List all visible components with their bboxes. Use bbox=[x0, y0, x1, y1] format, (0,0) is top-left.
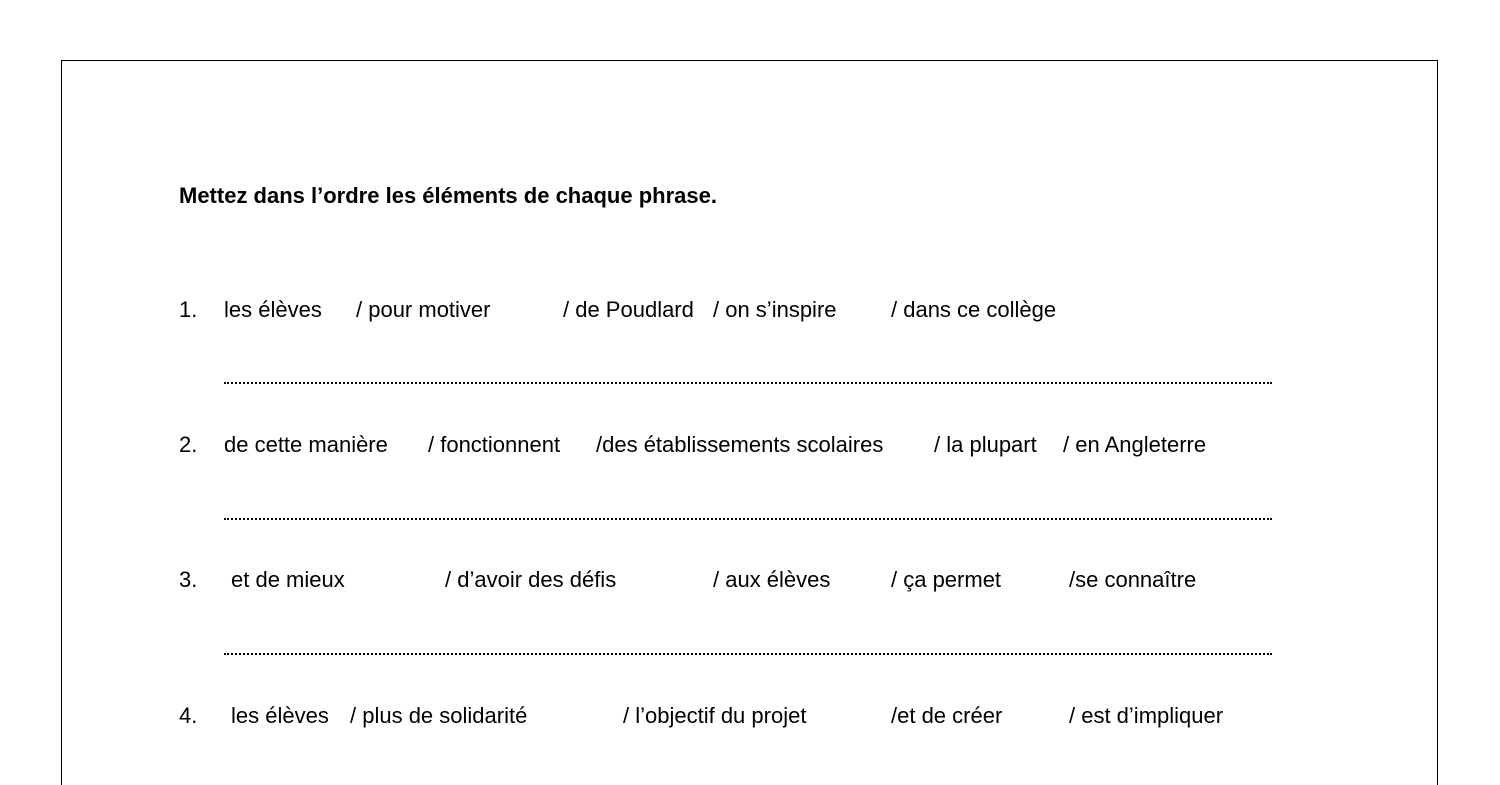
word-segment: / ça permet bbox=[891, 567, 1002, 592]
worksheet-frame bbox=[61, 60, 1438, 785]
exercise-number: 2. bbox=[179, 432, 198, 457]
word-segment: / la plupart bbox=[934, 432, 1037, 457]
word-segment: /et de créer bbox=[891, 703, 1003, 728]
word-segment: / aux élèves bbox=[713, 567, 831, 592]
word-segment: de cette manière bbox=[224, 432, 388, 457]
word-segment: / de Poudlard bbox=[563, 297, 694, 322]
word-segment: / dans ce collège bbox=[891, 297, 1057, 322]
word-segment: les élèves bbox=[231, 703, 329, 728]
word-segment: / pour motiver bbox=[356, 297, 491, 322]
word-segment: / plus de solidarité bbox=[350, 703, 528, 728]
exercise-number: 4. bbox=[179, 703, 198, 728]
word-segment: / en Angleterre bbox=[1063, 432, 1207, 457]
word-segment: / fonctionnent bbox=[428, 432, 561, 457]
word-segment: / l’objectif du projet bbox=[623, 703, 807, 728]
answer-line[interactable] bbox=[224, 382, 1272, 384]
word-segment: et de mieux bbox=[231, 567, 345, 592]
exercise-number: 3. bbox=[179, 567, 198, 592]
word-segment: /se connaître bbox=[1069, 567, 1197, 592]
word-segment: / on s’inspire bbox=[713, 297, 837, 322]
word-segment: les élèves bbox=[224, 297, 322, 322]
word-segment: /des établissements scolaires bbox=[596, 432, 884, 457]
answer-line[interactable] bbox=[224, 518, 1272, 520]
word-segment: / est d’impliquer bbox=[1069, 703, 1224, 728]
word-segment: / d’avoir des défis bbox=[445, 567, 617, 592]
answer-line[interactable] bbox=[224, 653, 1272, 655]
exercise-number: 1. bbox=[179, 297, 198, 322]
instruction-heading: Mettez dans l’ordre les éléments de chaque phrase. bbox=[179, 183, 717, 208]
